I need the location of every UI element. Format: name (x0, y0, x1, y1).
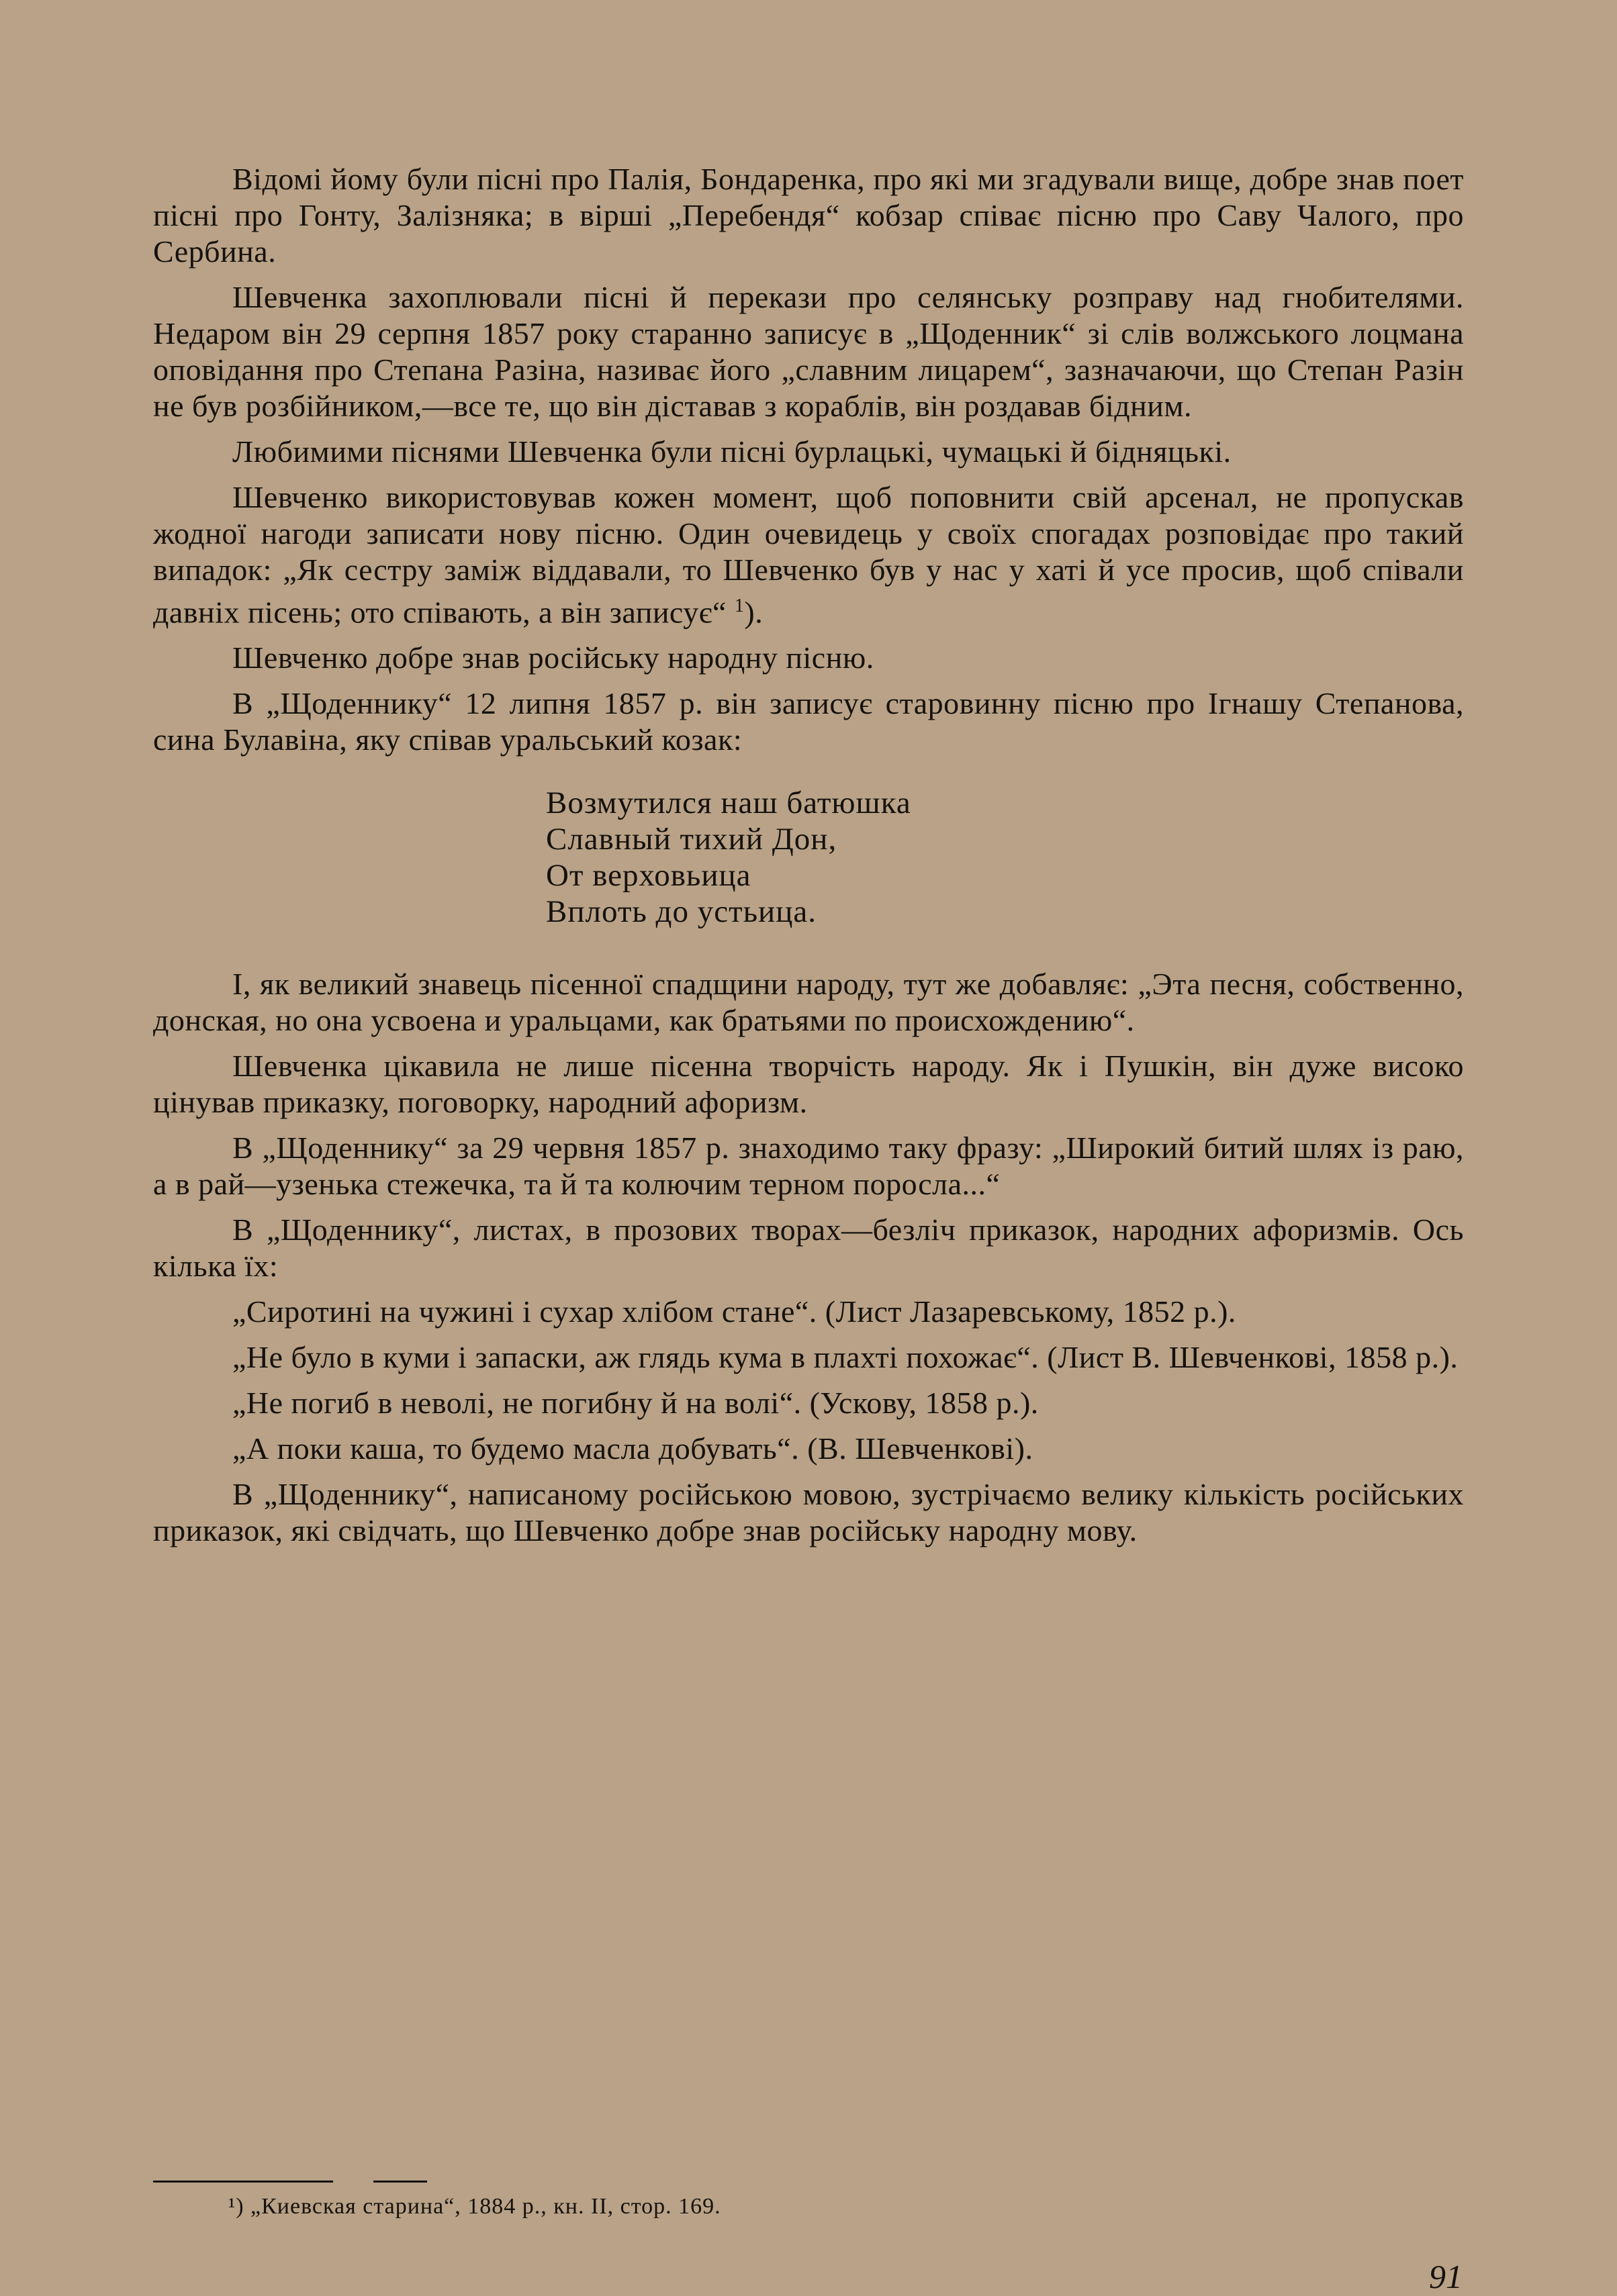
footnote-rule-left (153, 2181, 333, 2183)
paragraph: В „Щоденнику“, листах, в прозових творах—безліч приказок, народних афоризмів. Ось кілька їх: (153, 1212, 1464, 1284)
poem-line: Возмутился наш батюшка (546, 785, 911, 821)
paragraph: І, як великий знавець пісенної спадщини народу, тут же добавляє: „Эта песня, собственно, донская, но она усвоена и уральцами, как братьями по происхождению“. (153, 967, 1464, 1038)
footnote-mark: 1 (734, 595, 745, 616)
paragraph-text: Шевченко використовував кожен момент, щоб поповнити свій арсенал, не пропускав жодної нагоди записати нову пісню. Один очевидець у своїх спогадах розповідає про такий випадок: „Як сестру заміж віддавали, то Шевченко був у нас у хаті й усе просив, щоб співали давніх пісень; ото співають, а він записує“ (153, 480, 1464, 630)
poem-quote (546, 785, 1464, 930)
proverb: „А поки каша, то будемо масла добувать“. (В. Шевченкові). (232, 1431, 1033, 1466)
poem-line: Славный тихий Дон, (546, 822, 837, 857)
paragraph: В „Щоденнику“ 12 липня 1857 р. він записує старовинну пісню про Ігнашу Степанова, сина Булавіна, яку співав уральський козак: (153, 686, 1464, 757)
paragraph: Любимими піснями Шевченка були пісні бурлацькі, чумацькі й бідняцькі. (232, 434, 1232, 469)
footnote: ¹) „Киевская старина“, 1884 р., кн. II, стор. 169. (228, 2194, 721, 2219)
proverb: „Сиротині на чужині і сухар хлібом стане“. (Лист Лазаревському, 1852 р.). (232, 1294, 1236, 1329)
paragraph: Шевченка захоплювали пісні й перекази про селянську розправу над гнобителями. Недаром він 29 серпня 1857 року старанно записує в „Щоденник“ зі слів волжського лоцмана оповідання про Степана Разіна, називає його „славним лицарем“, зазначаючи, що Степан Разін не був розбійником,—все те, що він діставав з кораблів, він роздавав бідним. (153, 280, 1464, 423)
page-body (153, 161, 1464, 1558)
footnote-rule-right (373, 2181, 427, 2183)
paragraph: Відомі йому були пісні про Палія, Бондаренка, про які ми згадували вище, добре знав поет пісні про Гонту, Залізняка; в вірші „Перебендя“ кобзар співає пісню про Саву Чалого, про Сербина. (153, 162, 1464, 269)
poem-line: От верховьица (546, 858, 751, 894)
paragraph: В „Щоденнику“, написаному російською мовою, зустрічаємо велику кількість російських приказок, які свідчать, що Шевченко добре знав російську народну мову. (153, 1477, 1464, 1548)
paragraph: В „Щоденнику“ за 29 червня 1857 р. знаходимо таку фразу: „Широкий битий шлях із раю, а в рай—узенька стежечка, та й та колючим терном поросла...“ (153, 1131, 1464, 1202)
paragraph: Шевченка цікавила не лише пісенна творчість народу. Як і Пушкін, він дуже високо цінував приказку, поговорку, народний афоризм. (153, 1049, 1464, 1120)
proverb: „Не було в куми і запаски, аж глядь кума в плахті похожає“. (Лист В. Шевченкові, 1858 р.). (232, 1340, 1459, 1375)
paragraph-tail: ). (744, 595, 764, 630)
proverb: „Не погиб в неволі, не погибну й на волі“. (Ускову, 1858 р.). (232, 1386, 1039, 1421)
paragraph-with-footnote (153, 479, 1464, 630)
paragraph: Шевченко добре знав російську народну пісню. (232, 640, 874, 675)
page-number: 91 (1429, 2258, 1463, 2295)
poem-line: Вплоть до устьица. (546, 894, 817, 930)
